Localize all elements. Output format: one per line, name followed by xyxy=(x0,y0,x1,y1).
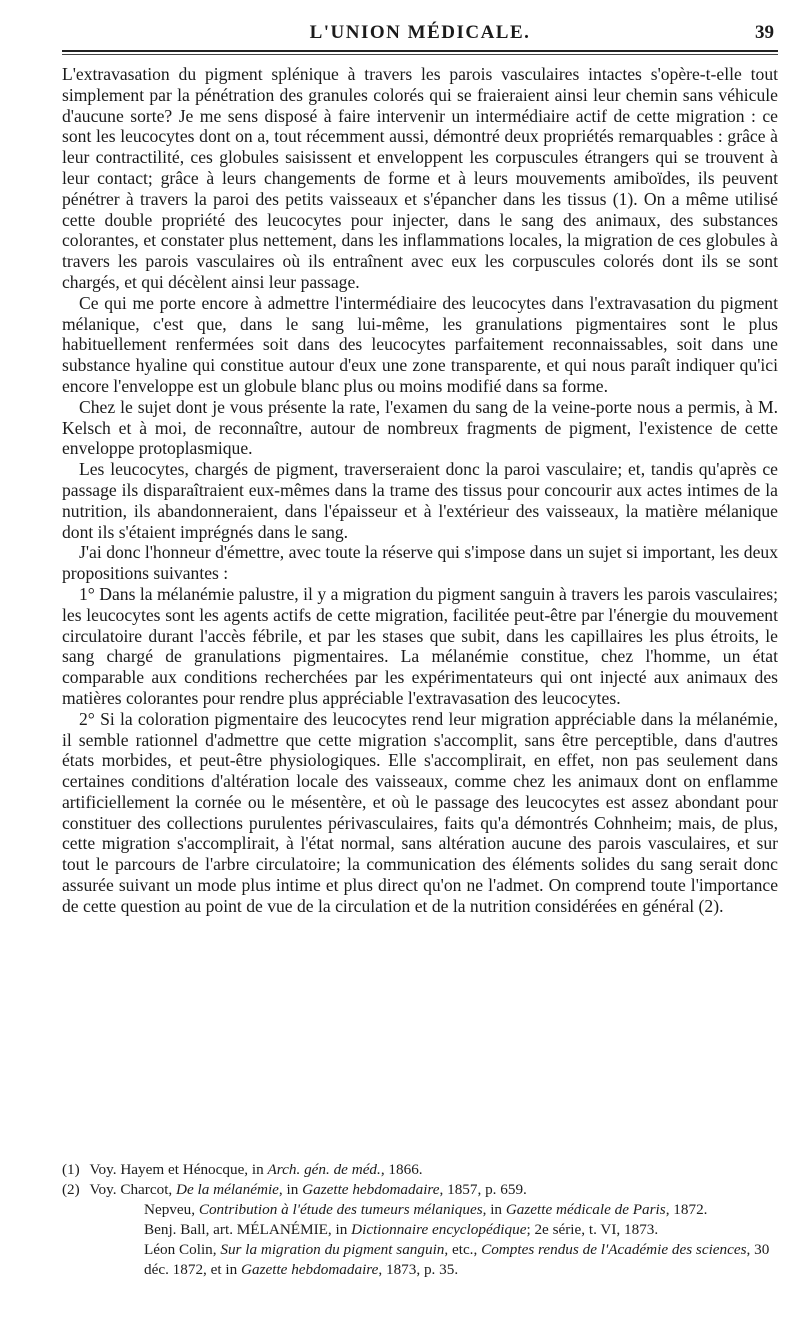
header-rule xyxy=(62,50,778,52)
paragraph-5: J'ai donc l'honneur d'émettre, avec toute la réserve qui s'impose dans un sujet si important, les deux propositions suivantes : xyxy=(62,542,778,584)
footnote-2-ref-nepveu: Nepveu, Contribution à l'étude des tumeurs mélaniques, in Gazette médicale de Paris, 1872. xyxy=(144,1201,708,1218)
running-title: L'UNION MÉDICALE. xyxy=(309,22,531,43)
footnote-mark: (1) xyxy=(62,1161,80,1178)
footnote-2: (2) Voy. Charcot, De la mélanémie, in Gazette hebdomadaire, 1857, p. 659. xyxy=(62,1181,527,1198)
paragraph-2: Ce qui me porte encore à admettre l'intermédiaire des leucocytes dans l'extravasation du pigment mélanique, c'est que, dans le sang lui-même, les granulations pigmentaires sont le plus habituellement renfermées soit dans des leucocytes parfaitement reconnaissables, soit dans une substance hyaline qui constitue autour d'eux une zone transparente, et qui nous paraît indiquer qu'ici encore l'enveloppe est un globule blanc plus ou moins modifié dans sa forme. xyxy=(62,292,778,396)
footnotes xyxy=(62,1160,778,1280)
proposition-1: 1° Dans la mélanémie palustre, il y a migration du pigment sanguin à travers les parois vasculaires; les leucocytes sont les agents actifs de cette migration, facilitée peut-être par l'énergie du mouvement circulatoire durant l'accès fébrile, et par les stases que subit, dans les capillaires les plus étroits, le sang chargé de granulations pigmentaires. La mélanémie constitue, chez l'homme, un état comparable aux conditions recherchées par les expérimentateurs qui ont injecté aux animaux des matières colorantes pour rendre plus appréciable l'extravasation des leucocytes. xyxy=(62,583,778,708)
footnote-2-ref-ball: Benj. Ball, art. MÉLANÉMIE, in Dictionnaire encyclopédique; 2e série, t. VI, 1873. xyxy=(144,1221,659,1238)
proposition-2: 2° Si la coloration pigmentaire des leucocytes rend leur migration appréciable dans la mélanémie, il semble rationnel d'admettre que cette migration s'accomplit, sans être perceptible, dans d'autres états morbides, et peut-être physiologiques. Elle s'accomplirait, en effet, non pas seulement dans certaines conditions d'altération locale des vaisseaux, comme chez les animaux dont on enflamme artificiellement la cornée ou le mésentère, et où le passage des leucocytes est assez abondant pour constituer des collections purulentes périvasculaires, faits qu'a démontrés Cohnheim; mais, de plus, cette migration s'accomplirait, à l'état normal, sans altération aucune des parois vasculaires, et sur tout le parcours de l'arbre circulatoire; la communication des éléments solides du sang serait donc assurée suivant un mode plus intime et plus direct qu'on ne l'admet. On comprend toute l'importance de cette question au point de vue de la circulation et de la nutrition considérées en général (2). xyxy=(62,708,778,916)
footnote-2-ref-colin: Léon Colin, Sur la migration du pigment sanguin, etc., Comptes rendus de l'Académie des sciences, 30 déc. 1872, et in Gazette hebdomadaire, 1873, p. 35. xyxy=(144,1241,770,1278)
page-header xyxy=(62,18,778,48)
paragraph-4: Les leucocytes, chargés de pigment, traverseraient donc la paroi vasculaire; et, tandis qu'après ce passage ils disparaîtraient eux-mêmes dans la trame des tissus pour concourir aux actes intimes de la nutrition, ils abandonneraient, dans l'épaisseur et à l'extérieur des vaisseaux, la matière mélanique dont ils s'étaient imprégnés dans le sang. xyxy=(62,459,778,542)
footnote-1: (1) Voy. Hayem et Hénocque, in Arch. gén. de méd., 1866. xyxy=(62,1161,423,1178)
paragraph-1: L'extravasation du pigment splénique à travers les parois vasculaires intactes s'opère-t-elle tout simplement par la pénétration des granules colorés qui se fraieraient ainsi leur chemin sans véhicule d'aucune sorte? Je me sens disposé à faire intervenir un intermédiaire actif de cette migration : ce sont les leucocytes dont on a, tout récemment aussi, démontré deux propriétés remarquables : grâce à leur contractilité, ces globules saisissent et enveloppent les corpuscules étrangers qui se trouvent à leur contact; grâce à leurs changements de forme et à leurs mouvements amiboïdes, ils peuvent pénétrer à travers la paroi des petits vaisseaux et s'épancher dans les tissus (1). On a même utilisé cette double propriété des leucocytes pour injecter, dans le sang des animaux, des substances colorantes, et constater plus nettement, dans les inflammations locales, la migration de ces globules à travers les parois vasculaires où ils entraînent avec eux les corpuscules colorés dont ils se sont chargés, et qui décèlent ainsi leur passage. xyxy=(62,64,778,292)
article-body xyxy=(62,64,778,917)
page-number: 39 xyxy=(755,22,774,43)
paragraph-3: Chez le sujet dont je vous présente la rate, l'examen du sang de la veine-porte nous a permis, à M. Kelsch et à moi, de reconnaître, autour de nombreux fragments de pigment, l'existence de cette enveloppe protoplasmique. xyxy=(62,396,778,459)
footnote-mark: (2) xyxy=(62,1181,80,1198)
header-rule-thin xyxy=(62,54,778,55)
